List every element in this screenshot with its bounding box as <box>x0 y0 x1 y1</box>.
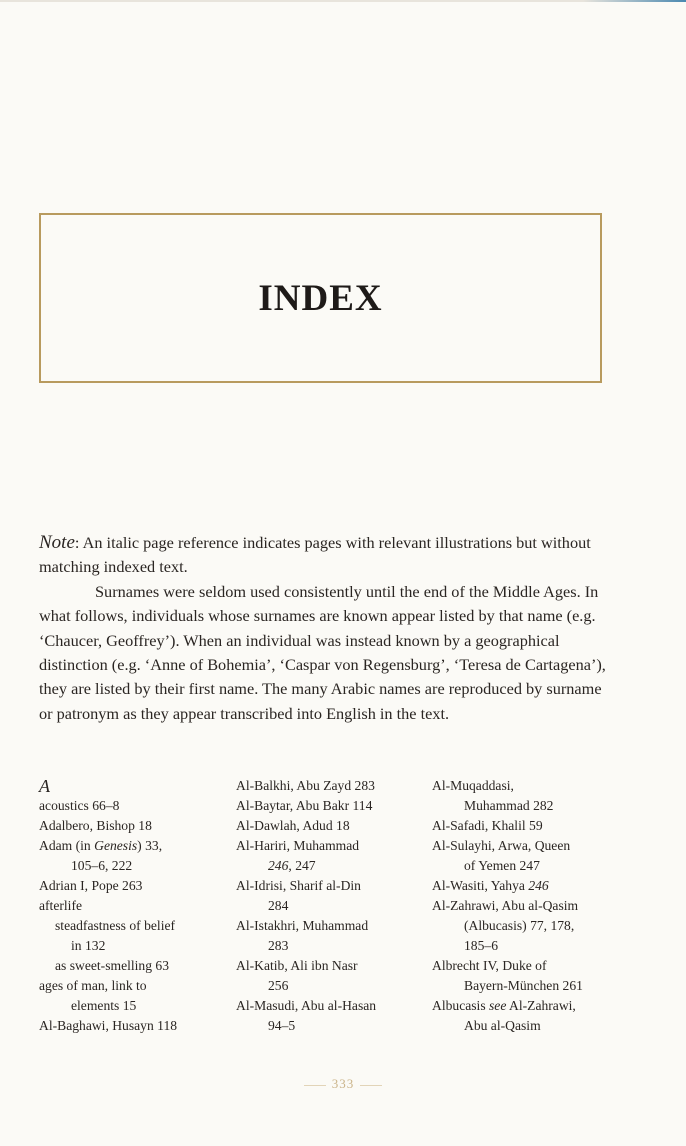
index-entry-continuation <box>236 856 416 876</box>
index-entry-italic: Genesis <box>94 838 138 853</box>
index-entry: Al-Dawlah, Adud 18 <box>236 818 350 833</box>
index-subentry: as sweet-smelling 63 <box>55 958 170 973</box>
index-entry-continuation: 256 <box>268 978 289 993</box>
top-edge-rule <box>0 0 686 2</box>
index-entry-italic: 246 <box>268 858 289 873</box>
index-intro <box>39 531 607 726</box>
index-entry: afterlife <box>39 898 83 913</box>
index-entry: Al-Muqaddasi, <box>432 778 514 793</box>
index-entry-continuation: Muhammad 282 <box>464 798 554 813</box>
index-entry: Al-Istakhri, Muhammad <box>236 918 369 933</box>
index-entry-text: Adam (in <box>39 838 95 853</box>
index-entry: Adrian I, Pope 263 <box>39 878 143 893</box>
folio-footer <box>0 1076 686 1092</box>
index-entry: Al-Katib, Ali ibn Nasr <box>236 958 358 973</box>
index-subentry: steadfastness of belief <box>55 918 176 933</box>
index-letter-heading: A <box>39 776 50 796</box>
title-frame <box>39 213 602 383</box>
index-entry-continuation: 283 <box>268 938 289 953</box>
index-entry-continuation: in 132 <box>71 938 106 953</box>
page-title: INDEX <box>258 277 383 319</box>
index-column-1 <box>39 776 209 1036</box>
index-entry: Albrecht IV, Duke of <box>432 958 547 973</box>
index-entry-italic: 246 <box>528 878 549 893</box>
index-entry-continuation: of Yemen 247 <box>464 858 540 873</box>
index-entry-continuation: 185–6 <box>464 938 498 953</box>
index-entry-continuation: (Albucasis) 77, 178, <box>464 918 575 933</box>
index-entry: Al-Baghawi, Husayn 118 <box>39 1018 178 1033</box>
note-text: : An italic page reference indicates pages with relevant illustrations but without matching indexed text. <box>39 533 591 577</box>
folio-dash-left <box>304 1085 326 1086</box>
index-entry-text: , 247 <box>288 858 316 873</box>
index-column-3 <box>432 776 612 1036</box>
index-entry: Al-Zahrawi, Abu al-Qasim <box>432 898 579 913</box>
index-entry-continuation: 94–5 <box>268 1018 296 1033</box>
index-entry: Adalbero, Bishop 18 <box>39 818 152 833</box>
index-column-2 <box>236 776 416 1036</box>
index-entry <box>432 876 612 896</box>
index-entry: ages of man, link to <box>39 978 147 993</box>
index-entry-text: Albucasis <box>432 998 490 1013</box>
index-entry: Al-Idrisi, Sharif al-Din <box>236 878 361 893</box>
index-entry: acoustics 66–8 <box>39 798 120 813</box>
index-entry-continuation: 105–6, 222 <box>71 858 133 873</box>
index-entry: Al-Safadi, Khalil 59 <box>432 818 543 833</box>
index-entry <box>39 836 209 856</box>
index-entry-text: Al-Zahrawi, <box>506 998 576 1013</box>
index-entry-continuation: Bayern-München 261 <box>464 978 583 993</box>
index-entry: Al-Balkhi, Abu Zayd 283 <box>236 778 375 793</box>
page-number: 333 <box>331 1076 355 1091</box>
folio-dash-right <box>360 1085 382 1086</box>
index-entry-text: Al-Wasiti, Yahya <box>432 878 529 893</box>
index-entry: Al-Masudi, Abu al-Hasan <box>236 998 377 1013</box>
index-entry: Al-Baytar, Abu Bakr 114 <box>236 798 373 813</box>
index-entry-continuation: elements 15 <box>71 998 137 1013</box>
index-entry-continuation: Abu al-Qasim <box>464 1018 541 1033</box>
surnames-paragraph: Surnames were seldom used consistently until the end of the Middle Ages. In what follows, individuals whose surnames are known appear listed by that name (e.g. ‘Chaucer, Geoffrey’). When an individual was instead known by a geographical distinction (e.g. ‘Anne of Bohemia’, ‘Caspar von Regensburg’, ‘Teresa de Cartagena’), they are listed by their first name. The many Arabic names are reproduced by surname or patronym as they appear transcribed into English in the text. <box>39 581 606 723</box>
index-entry: Al-Sulayhi, Arwa, Queen <box>432 838 571 853</box>
index-entry: Al-Hariri, Muhammad <box>236 838 360 853</box>
index-entry-italic: see <box>489 998 507 1013</box>
index-entry-continuation: 284 <box>268 898 289 913</box>
note-label: Note <box>39 532 75 553</box>
note-paragraph <box>39 531 607 580</box>
index-entry-text: ) 33, <box>137 838 163 853</box>
index-entry <box>432 996 612 1016</box>
